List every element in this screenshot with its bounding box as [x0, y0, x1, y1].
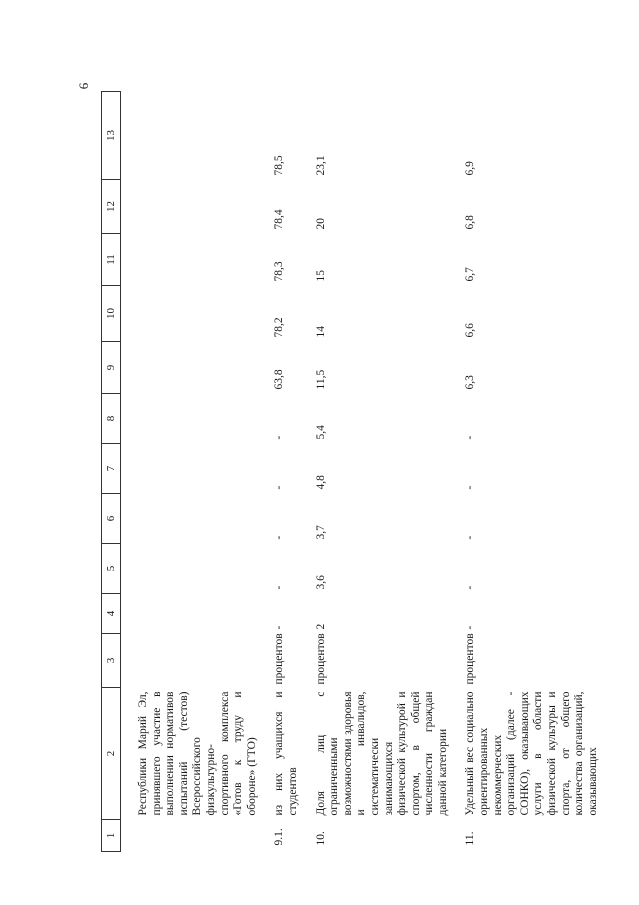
row-number: 9.1. [273, 828, 286, 846]
value-cell: - [273, 585, 286, 590]
value-cell [121, 234, 260, 286]
table-row [450, 92, 600, 852]
value-cell: 3,6 [314, 575, 327, 590]
row-number: 11. [464, 831, 477, 846]
value-cell: - [273, 435, 286, 440]
table-row [121, 92, 260, 852]
value-cell: 4,8 [314, 475, 327, 490]
value-cell [121, 342, 260, 394]
value-cell: 6,3 [464, 375, 477, 390]
value-cell: - [273, 485, 286, 490]
header-cell: 5 [102, 544, 121, 594]
header-cell: 8 [102, 394, 121, 444]
header-cell: 1 [102, 820, 121, 852]
value-cell [121, 286, 260, 342]
header-row [102, 92, 121, 852]
value-cell: 78,4 [273, 209, 286, 230]
indicator-table [101, 91, 600, 852]
header-cell: 4 [102, 594, 121, 634]
unit-cell [121, 634, 260, 688]
value-cell: 2 [314, 623, 327, 630]
header-cell: 11 [102, 234, 121, 286]
value-cell: 15 [314, 270, 327, 282]
value-cell [121, 180, 260, 234]
value-cell: - [464, 585, 477, 590]
header-cell: 7 [102, 444, 121, 494]
header-cell: 3 [102, 634, 121, 688]
value-cell: 14 [314, 326, 327, 338]
indicator-table-rotated [101, 92, 622, 852]
header-cell: 9 [102, 342, 121, 394]
value-cell: - [273, 535, 286, 540]
table-row [301, 92, 451, 852]
header-cell: 10 [102, 286, 121, 342]
unit-cell: процентов [273, 633, 286, 685]
value-cell [121, 494, 260, 544]
value-cell [121, 544, 260, 594]
value-cell [121, 594, 260, 634]
value-cell: - [464, 485, 477, 490]
header-cell: 2 [102, 688, 121, 820]
indicator-name: Республики Марий Эл, принявшего участие в выполнении нормативов испытаний (тестов) Всероссийского физкультурно-спортивного комплекса «Готов к труду и обороне» (ГТО) [137, 691, 258, 816]
unit-cell: процентов [464, 633, 477, 685]
row-number [121, 820, 260, 852]
indicator-name: Доля лиц с ограниченными возможностями здоровья и инвалидов, систематически занимающихся физической культурой и спортом, в общей численности граждан данной категории [314, 691, 449, 816]
value-cell: 3,7 [314, 525, 327, 540]
value-cell: - [464, 535, 477, 540]
value-cell: 11,5 [314, 369, 327, 390]
page-number: 6 [76, 82, 91, 90]
value-cell: - [464, 625, 477, 630]
indicator-name: из них учащихся и студентов [273, 691, 299, 816]
value-cell: 78,5 [273, 155, 286, 176]
value-cell: 78,2 [273, 317, 286, 338]
value-cell [121, 444, 260, 494]
unit-cell: процентов [314, 633, 327, 685]
value-cell: 6,9 [464, 161, 477, 176]
value-cell: 6,7 [464, 267, 477, 282]
value-cell: 20 [314, 218, 327, 230]
value-cell: 78,3 [273, 261, 286, 282]
value-cell [121, 394, 260, 444]
header-cell: 6 [102, 494, 121, 544]
header-cell: 12 [102, 180, 121, 234]
value-cell: - [464, 435, 477, 440]
indicator-name: Удельный вес социально ориентированных некоммерческих организаций (далее - СОНКО), оказывающих услуги в области физической культуры и спорта, от общего количества организаций, оказывающих [464, 691, 599, 816]
value-cell [121, 92, 260, 180]
row-number: 10. [314, 831, 327, 846]
value-cell: 23,1 [314, 155, 327, 176]
header-cell: 13 [102, 92, 121, 180]
table-row [259, 92, 300, 852]
value-cell: 6,8 [464, 215, 477, 230]
value-cell: 6,6 [464, 323, 477, 338]
value-cell: 5,4 [314, 425, 327, 440]
value-cell: - [273, 625, 286, 630]
value-cell: 63,8 [273, 369, 286, 390]
